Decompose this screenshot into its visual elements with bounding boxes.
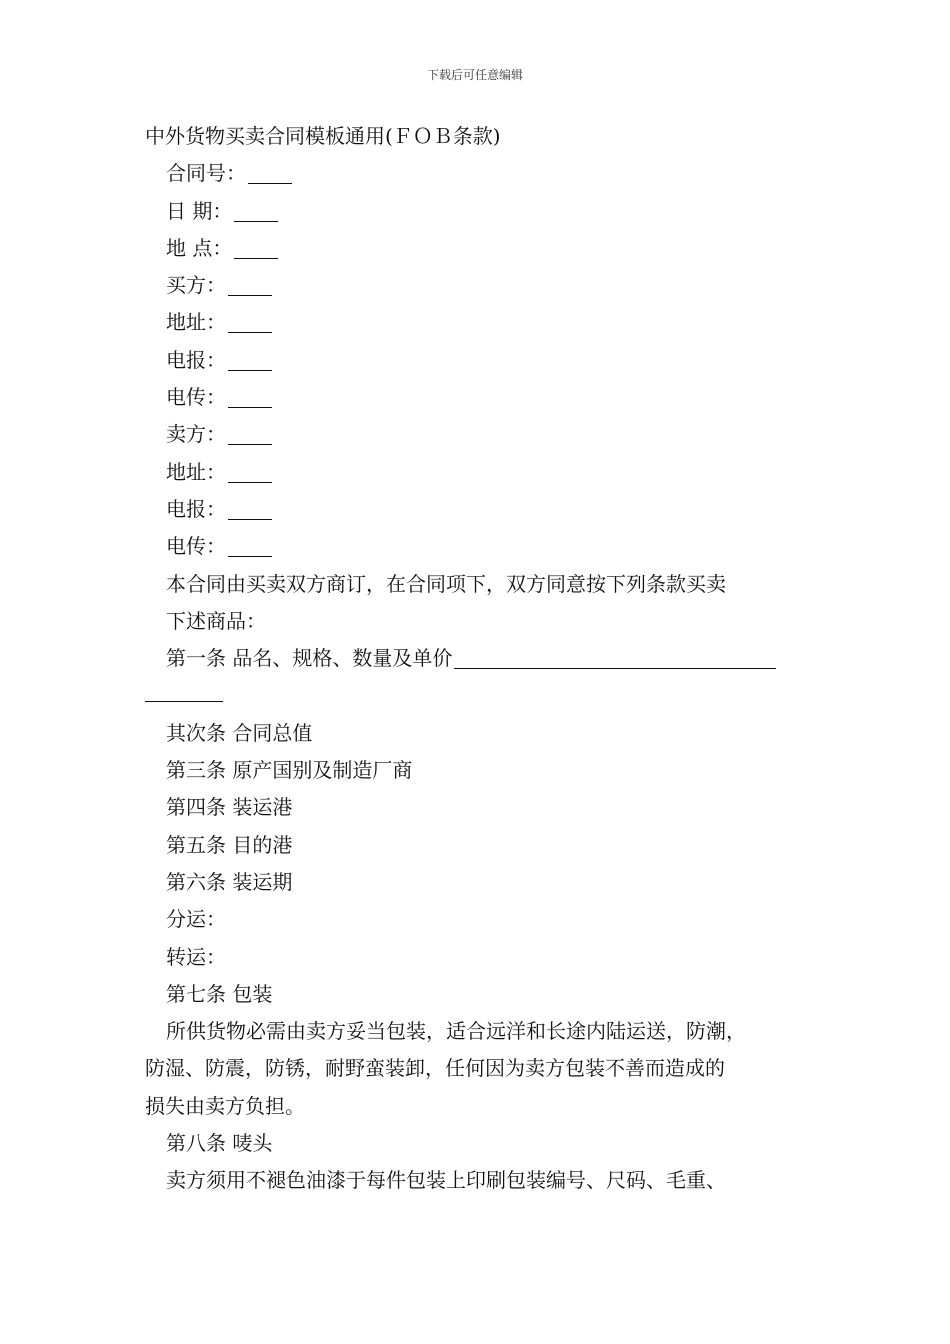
field-buyer-cable	[145, 342, 835, 379]
field-label: 电报：	[166, 347, 226, 372]
article-3: 第三条 原产国别及制造厂商	[166, 758, 413, 783]
packing-text-line-2: 防湿、防震，防锈，耐野蛮装卸，任何因为卖方包装不善而造成的	[145, 1056, 725, 1081]
article-7: 第七条 包装	[166, 981, 273, 1006]
packing-text-line-1: 所供货物必需由卖方妥当包装，适合远洋和长途内陆运送，防潮，	[166, 1019, 746, 1044]
article-1	[145, 640, 835, 677]
header-note: 下载后可任意编辑	[426, 68, 523, 82]
blank-line	[234, 199, 278, 222]
field-seller-cable	[145, 491, 835, 528]
transshipment: 转运：	[166, 944, 226, 969]
field-label: 电报：	[166, 496, 226, 521]
blank-line	[145, 679, 223, 702]
article-1-text: 第一条 品名、规格、数量及单价	[166, 646, 453, 671]
field-buyer	[145, 267, 835, 304]
field-buyer-telex	[145, 379, 835, 416]
field-label: 日 期：	[166, 198, 233, 223]
partial-shipment: 分运：	[166, 907, 226, 932]
article-2: 其次条 合同总值	[166, 720, 313, 745]
marks-text-line-1: 卖方须用不褪色油漆于每件包装上印刷包装编号、尺码、毛重、	[166, 1168, 726, 1193]
field-label: 卖方：	[166, 422, 226, 447]
article-5: 第五条 目的港	[166, 832, 293, 857]
field-seller	[145, 416, 835, 453]
blank-line	[454, 646, 776, 669]
field-label: 地址：	[166, 459, 226, 484]
article-4: 第四条 装运港	[166, 795, 293, 820]
blank-line	[228, 422, 272, 445]
field-label: 买方：	[166, 273, 226, 298]
blank-line	[234, 236, 278, 259]
field-date	[145, 193, 835, 230]
intro-text-line-1: 本合同由买卖双方商订，在合同项下，双方同意按下列条款买卖	[166, 571, 726, 596]
document-title: 中外货物买卖合同模板通用(ＦＯＢ条款)	[145, 124, 501, 148]
intro-text-line-2: 下述商品：	[166, 608, 266, 633]
article-8: 第八条 唛头	[166, 1131, 273, 1156]
field-seller-address	[145, 454, 835, 491]
blank-line	[228, 385, 272, 408]
field-label: 合同号：	[166, 161, 246, 186]
field-buyer-address	[145, 304, 835, 341]
document-body	[145, 118, 835, 1200]
field-label: 地址：	[166, 310, 226, 335]
blank-line	[248, 161, 292, 184]
article-6: 第六条 装运期	[166, 869, 293, 894]
field-contract-no	[145, 155, 835, 192]
blank-line	[228, 348, 272, 371]
blank-line	[228, 273, 272, 296]
field-label: 电传：	[166, 534, 226, 559]
blank-line	[228, 460, 272, 483]
article-1-continuation	[145, 677, 835, 714]
blank-line	[228, 534, 272, 557]
blank-line	[228, 497, 272, 520]
field-label: 电传：	[166, 385, 226, 410]
field-seller-telex	[145, 528, 835, 565]
blank-line	[228, 310, 272, 333]
packing-text-line-3: 损失由卖方负担。	[145, 1093, 305, 1118]
field-label: 地 点：	[166, 235, 233, 260]
field-place	[145, 230, 835, 267]
